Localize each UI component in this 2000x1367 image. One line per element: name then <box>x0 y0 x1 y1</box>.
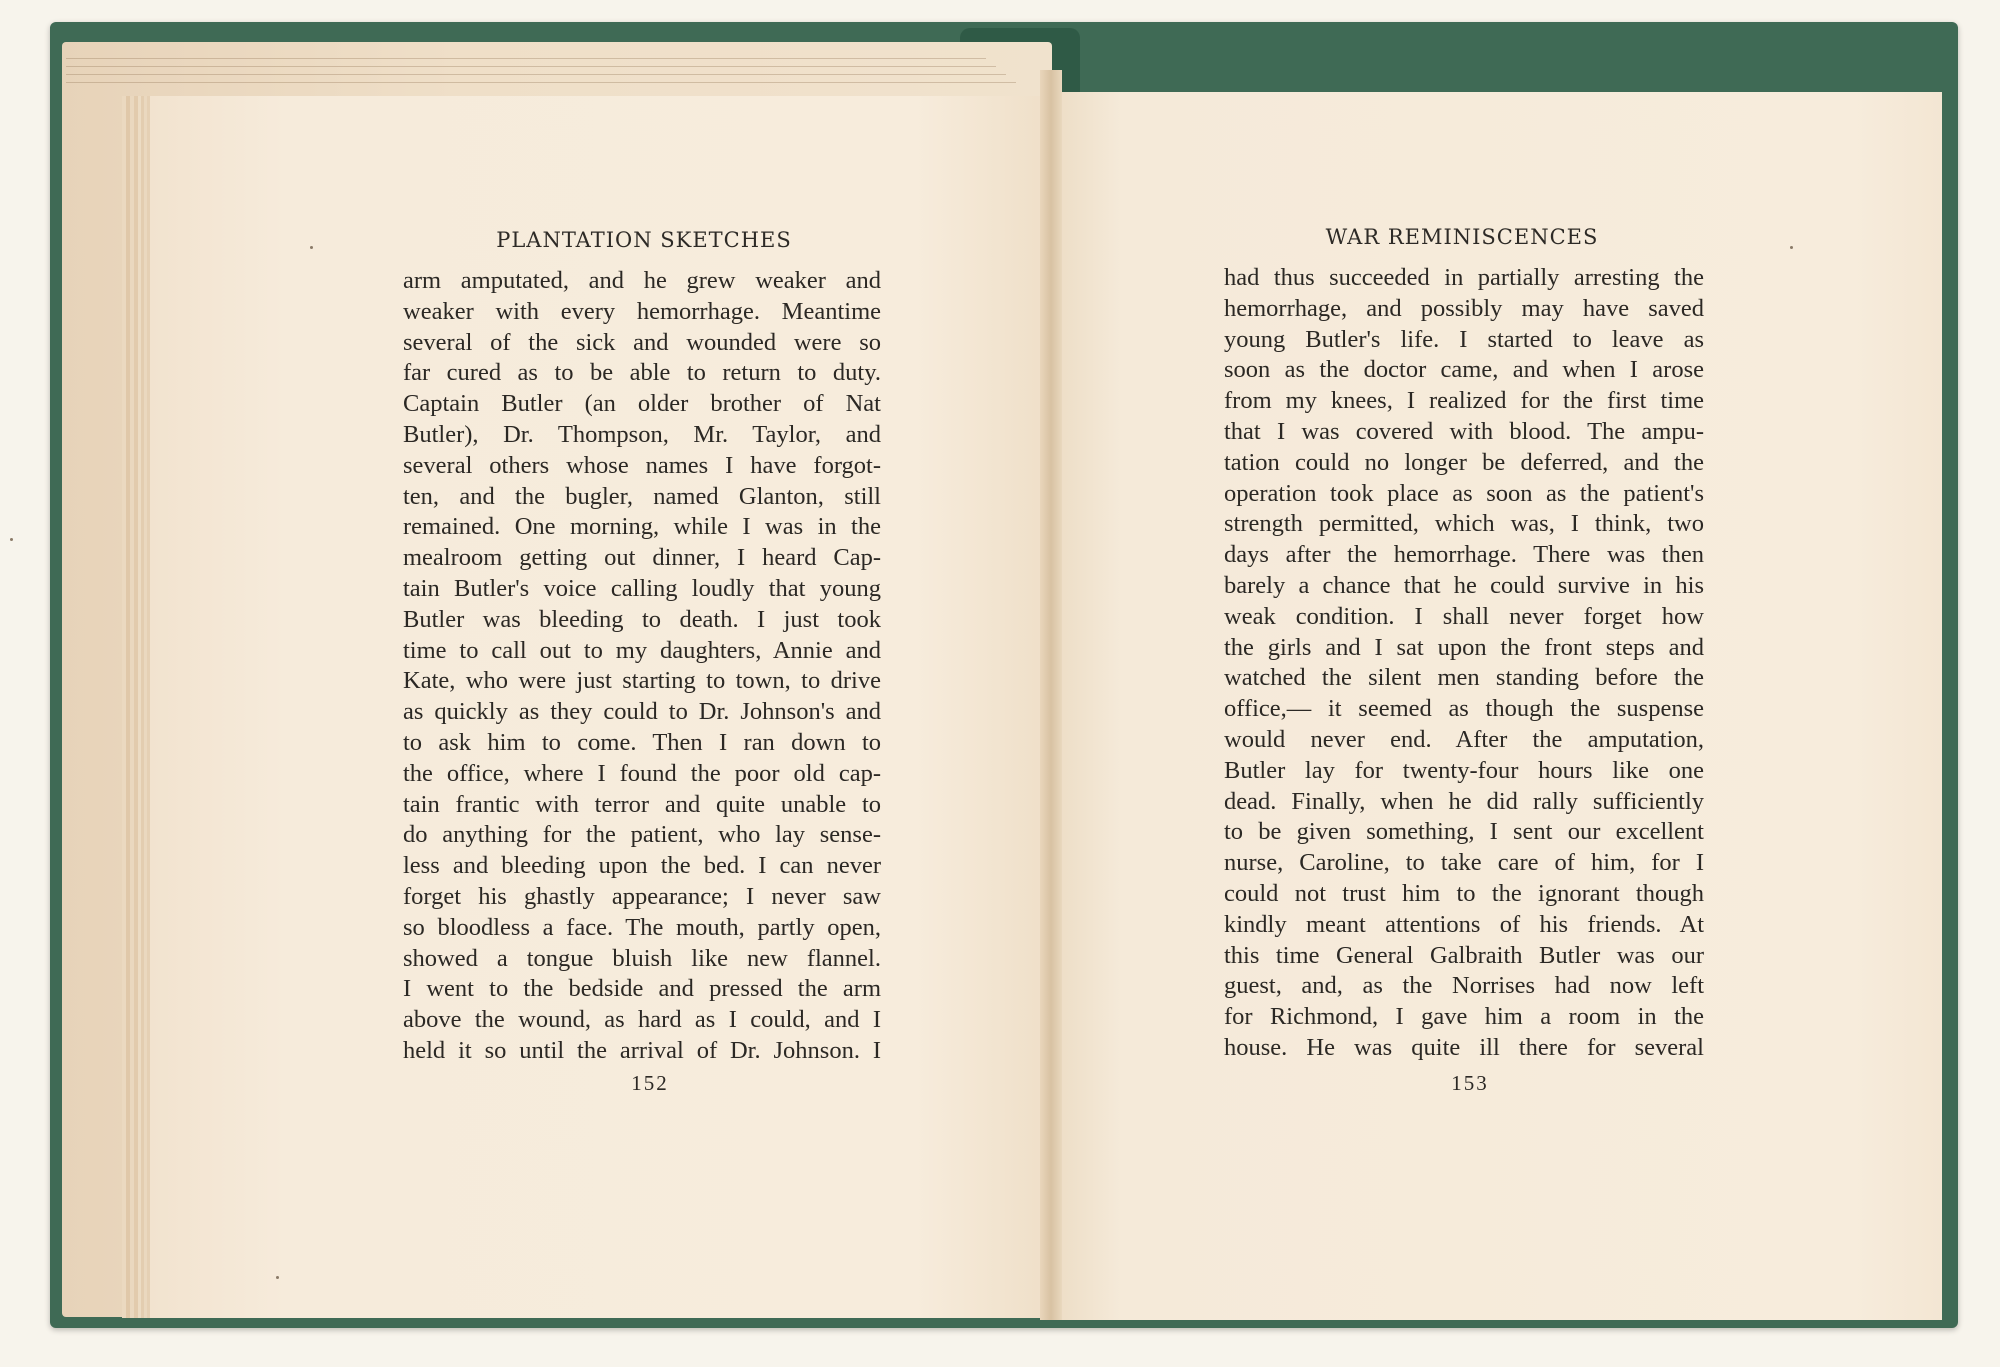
text-line: tain Butler's voice calling loudly that young <box>403 574 881 602</box>
text-line: remained. One morning, while I was in the <box>403 513 881 541</box>
text-line: dead. Finally, when he did rally sufficiently <box>1224 787 1704 815</box>
text-line: Captain Butler (an older brother of Nat <box>403 390 881 418</box>
page-edge-line <box>66 58 986 59</box>
text-line: would never end. After the amputation, <box>1224 725 1704 753</box>
text-line: held it so until the arrival of Dr. Johnson. I <box>403 1036 881 1064</box>
text-line: Butler was bleeding to death. I just took <box>403 605 881 633</box>
text-line: kindly meant attentions of his friends. At <box>1224 910 1704 938</box>
text-line: barely a chance that he could survive in his <box>1224 571 1704 599</box>
page-edge-line <box>66 66 996 67</box>
text-line: the office, where I found the poor old cap- <box>403 759 881 787</box>
paper-speck <box>10 538 13 541</box>
text-line: Butler), Dr. Thompson, Mr. Taylor, and <box>403 420 881 448</box>
text-line: Kate, who were just starting to town, to drive <box>403 667 881 695</box>
text-line: hemorrhage, and possibly may have saved <box>1224 294 1704 322</box>
text-line: to ask him to come. Then I ran down to <box>403 728 881 756</box>
text-line: strength permitted, which was, I think, two <box>1224 510 1704 538</box>
text-line: tain frantic with terror and quite unable to <box>403 790 881 818</box>
text-line: tation could no longer be deferred, and the <box>1224 448 1704 476</box>
text-line: I went to the bedside and pressed the arm <box>403 975 881 1003</box>
text-line: operation took place as soon as the patient's <box>1224 479 1704 507</box>
text-line: weak condition. I shall never forget how <box>1224 602 1704 630</box>
text-line: to be given something, I sent our excellent <box>1224 818 1704 846</box>
text-line: time to call out to my daughters, Annie and <box>403 636 881 664</box>
text-line: arm amputated, and he grew weaker and <box>403 267 881 294</box>
text-line: Butler lay for twenty-four hours like one <box>1224 756 1704 784</box>
text-line: soon as the doctor came, and when I arose <box>1224 356 1704 384</box>
text-line: showed a tongue bluish like new flannel. <box>403 944 881 972</box>
text-line: the girls and I sat upon the front steps and <box>1224 633 1704 661</box>
page-edge-line <box>66 82 1016 83</box>
text-line: as quickly as they could to Dr. Johnson's and <box>403 698 881 726</box>
text-line: that I was covered with blood. The ampu- <box>1224 417 1704 445</box>
text-line: ten, and the bugler, named Glanton, still <box>403 482 881 510</box>
text-line: several of the sick and wounded were so <box>403 328 881 356</box>
left-running-head: PLANTATION SKETCHES <box>496 228 792 252</box>
text-line: days after the hemorrhage. There was then <box>1224 541 1704 569</box>
paper-speck <box>1790 246 1793 249</box>
text-line: less and bleeding upon the bed. I can never <box>403 852 881 880</box>
paper-speck <box>310 246 313 249</box>
text-line: this time General Galbraith Butler was our <box>1224 941 1704 969</box>
text-line: do anything for the patient, who lay sense- <box>403 821 881 849</box>
text-line: for Richmond, I gave him a room in the <box>1224 1003 1704 1031</box>
text-line: house. He was quite ill there for several <box>1224 1033 1704 1061</box>
text-line: from my knees, I realized for the first time <box>1224 387 1704 415</box>
text-line: young Butler's life. I started to leave as <box>1224 325 1704 353</box>
right-page-number: 153 <box>1451 1071 1489 1095</box>
page-edge-line <box>66 74 1006 75</box>
text-line: weaker with every hemorrhage. Meantime <box>403 297 881 325</box>
text-line: mealroom getting out dinner, I heard Cap- <box>403 544 881 572</box>
book-gutter <box>1040 70 1062 1320</box>
text-line: could not trust him to the ignorant though <box>1224 879 1704 907</box>
text-line: so bloodless a face. The mouth, partly open, <box>403 913 881 941</box>
right-page-text <box>1224 263 1704 1064</box>
text-line: office,— it seemed as though the suspense <box>1224 695 1704 723</box>
left-page-number: 152 <box>631 1071 669 1095</box>
text-line: far cured as to be able to return to duty. <box>403 359 881 387</box>
right-running-head: WAR REMINISCENCES <box>1325 225 1599 249</box>
text-line: above the wound, as hard as I could, and I <box>403 1006 881 1034</box>
text-line: nurse, Caroline, to take care of him, for I <box>1224 849 1704 877</box>
paper-speck <box>276 1276 279 1279</box>
text-line: guest, and, as the Norrises had now left <box>1224 972 1704 1000</box>
text-line: had thus succeeded in partially arresting the <box>1224 264 1704 291</box>
text-line: forget his ghastly appearance; I never saw <box>403 882 881 910</box>
text-line: watched the silent men standing before the <box>1224 664 1704 692</box>
text-line: several others whose names I have forgot- <box>403 451 881 479</box>
left-page-text <box>403 266 881 1067</box>
